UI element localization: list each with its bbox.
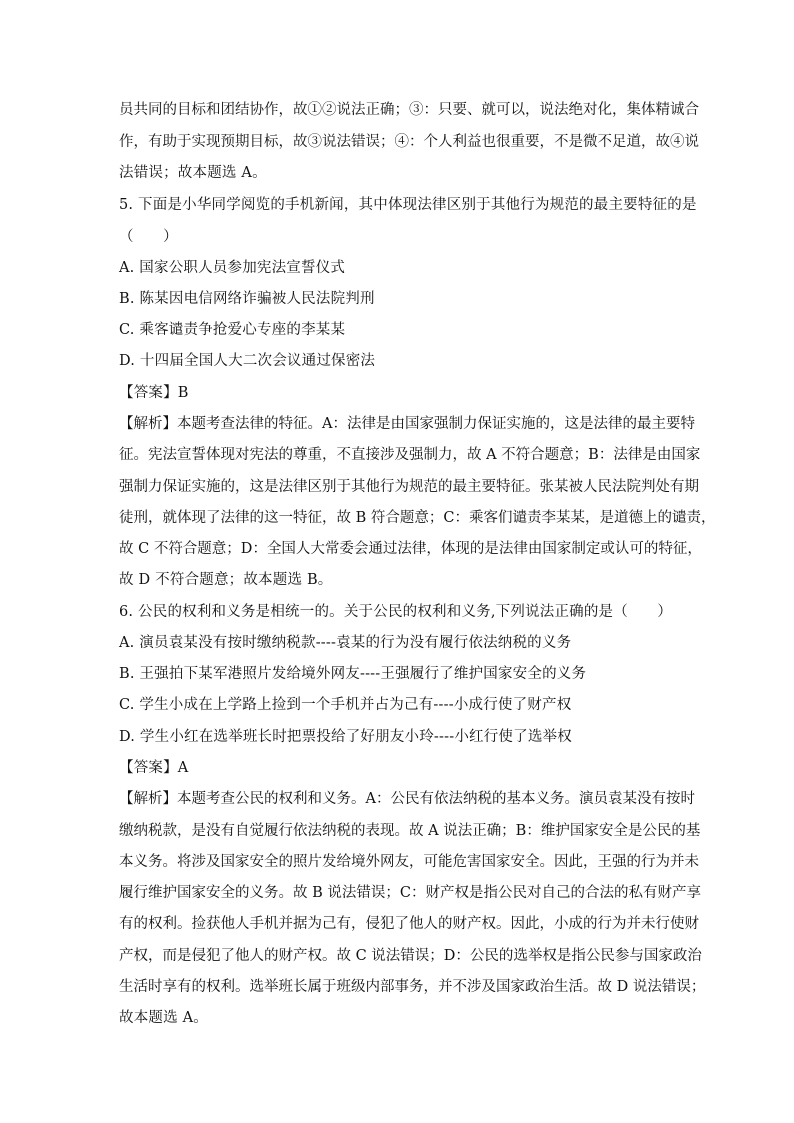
question-5-answer: 【答案】B [119, 385, 189, 401]
question-6-analysis-line: 【解析】本题考查公民的权利和义务。A：公民有依法纳税的基本义务。演员袁某没有按时 [119, 791, 695, 807]
question-5-analysis-line: 故 C 不符合题意；D：全国人大常委会通过法律，体现的是法律由国家制定或认可的特征， [119, 541, 702, 557]
question-5-blank: （ ） [119, 229, 178, 245]
question-6-analysis-line: 缴纳税款，是没有自觉履行依法纳税的表现。故 A 说法正确；B：维护国家安全是公民的基 [119, 823, 701, 839]
question-6-option-a: A. 演员袁某没有按时缴纳税款----袁某的行为没有履行依法纳税的义务 [119, 635, 572, 651]
question-6-analysis-line: 履行维护国家安全的义务。故 B 说法错误；C：财产权是指公民对自己的合法的私有财产享 [119, 885, 701, 901]
question-6-analysis-line: 故本题选 A。 [119, 1010, 208, 1026]
question-5-option-b: B. 陈某因电信网络诈骗被人民法院判刑 [119, 291, 375, 307]
question-6-option-d: D. 学生小红在选举班长时把票投给了好朋友小玲----小红行使了选举权 [119, 729, 572, 745]
text-line: 员共同的目标和团结协作，故①②说法正确；③：只要、就可以，说法绝对化，集体精诚合 [119, 102, 699, 118]
question-5-stem: 5. 下面是小华同学阅览的手机新闻，其中体现法律区别于其他行为规范的最主要特征的是 [119, 197, 697, 213]
question-5-option-c: C. 乘客谴责争抢爱心专座的李某某 [119, 322, 346, 338]
text-line: 作，有助于实现预期目标，故③说法错误；④：个人利益也很重要，不是微不足道，故④说 [119, 134, 699, 150]
question-5-analysis-line: 【解析】本题考查法律的特征。A：法律是由国家强制力保证实施的，这是法律的最主要特 [119, 416, 695, 432]
question-6-option-c: C. 学生小成在上学路上捡到一个手机并占为己有----小成行使了财产权 [119, 697, 572, 713]
question-6-analysis-line: 本义务。将涉及国家安全的照片发给境外网友，可能危害国家安全。因此，王强的行为并未 [119, 854, 699, 870]
question-5-option-a: A. 国家公职人员参加宪法宣誓仪式 [119, 260, 346, 276]
question-5-option-d: D. 十四届全国人大二次会议通过保密法 [119, 353, 376, 369]
question-5-analysis-line: 故 D 不符合题意；故本题选 B。 [119, 572, 333, 588]
document-page [119, 0, 716, 1123]
question-6-stem: 6. 公民的权利和义务是相统一的。关于公民的权利和义务,下列说法正确的是（ ） [119, 604, 673, 620]
question-6-analysis-line: 产权，而是侵犯了他人的财产权。故 C 说法错误；D：公民的选举权是指公民参与国家政治 [119, 948, 702, 964]
question-5-analysis-line: 徒刑，就体现了法律的这一特征，故 B 符合题意；C：乘客们谴责李某某，是道德上的谴责， [119, 510, 716, 526]
question-6-analysis-line: 生活时享有的权利。选举班长属于班级内部事务，并不涉及国家政治生活。故 D 说法错误； [119, 979, 706, 995]
text-line: 法错误；故本题选 A。 [119, 165, 267, 181]
question-6-analysis-line: 有的权利。捡获他人手机并据为己有，侵犯了他人的财产权。因此，小成的行为并未行使财 [119, 916, 699, 932]
question-5-analysis-line: 强制力保证实施的，这是法律区别于其他行为规范的最主要特征。张某被人民法院判处有期 [119, 479, 699, 495]
question-6-answer: 【答案】A [119, 760, 189, 776]
question-6-option-b: B. 王强拍下某军港照片发给境外网友----王强履行了维护国家安全的义务 [119, 666, 587, 682]
question-5-analysis-line: 征。宪法宣誓体现对宪法的尊重，不直接涉及强制力，故 A 不符合题意；B：法律是由国家 [119, 447, 701, 463]
